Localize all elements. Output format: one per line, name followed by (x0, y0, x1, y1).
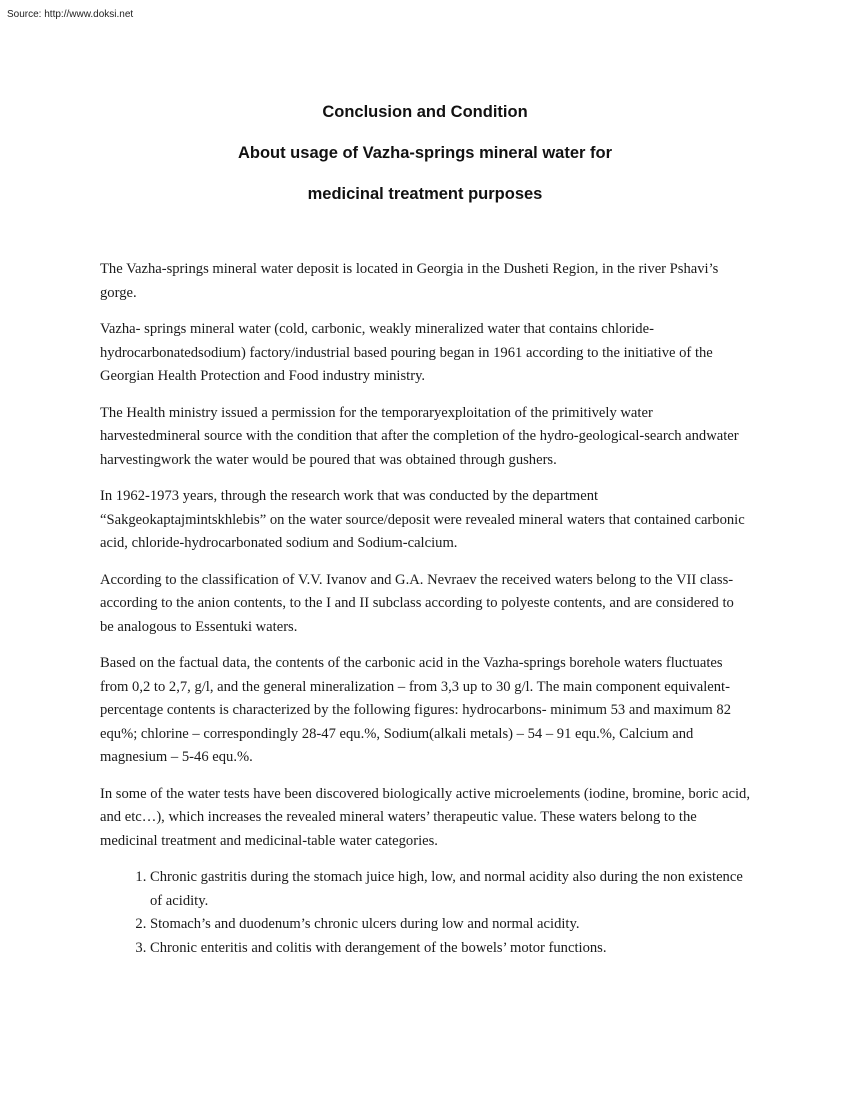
paragraph-permission: The Health ministry issued a permission for the temporaryexploitation of the primitively water harvestedmineral source with the condition that after the completion of the hydro-geological-search andwater harvestingwork the water would be poured that was obtained through gushers. (100, 404, 739, 468)
title-line-3: medicinal treatment purposes (307, 185, 543, 203)
paragraph-composition: Based on the factual data, the contents of the carbonic acid in the Vazha-springs borehole waters fluctuates from 0,2 to 2,7, g/l, and the general mineralization – from 3,3 up to 30 g/l. The main component equivalent-percentage contents is characterized by the following figures: hydrocarbons- minimum 53 and maximum 82 equ%; chlorine – correspondingly 28-47 equ.%, Sodium(alkali metals) – 54 – 91 equ.%, Calcium and magnesium – 5-46 equ.%. (100, 655, 731, 765)
paragraph-classification: According to the classification of V.V. Ivanov and G.A. Nevraev the received waters belong to the VII class- according to the anion contents, to the I and II subclass according to polyeste contents, and are considered to be analogous to Essentuki waters. (100, 571, 734, 635)
paragraph-microelements: In some of the water tests have been discovered biologically active microelements (iodine, bromine, boric acid, and etc…), which increases the revealed mineral waters’ therapeutic value. These waters belong to the medicinal treatment and medicinal-table water categories. (100, 785, 751, 849)
title-line-2: About usage of Vazha-springs mineral water for (237, 144, 613, 162)
source-line: Source: http://www.doksi.net (7, 9, 134, 20)
list-item: 3. Chronic enteritis and colitis with derangement of the bowels’ motor functions. (150, 937, 750, 961)
list-item: 1. Chronic gastritis during the stomach juice high, low, and normal acidity also during the non existence of acidity. (150, 866, 750, 913)
paragraph-location: The Vazha-springs mineral water deposit is located in Georgia in the Dusheti Region, in the river Pshavi’s gorge. (100, 261, 719, 301)
document-body (100, 258, 750, 960)
paragraph-research: In 1962-1973 years, through the research work that was conducted by the department “Sakgeokaptajmintskhlebis” on the water source/deposit were revealed mineral waters that contained carbonic acid, chloride-hydrocarbonated sodium and Sodium-calcium. (100, 488, 745, 551)
title-line-1: Conclusion and Condition (322, 103, 528, 121)
paragraph-history: Vazha- springs mineral water (cold, carbonic, weakly mineralized water that contains chloride-hydrocarbonatedsodium) factory/industrial based pouring began in 1961 according to the initiative of the Georgian Health Protection and Food industry ministry. (100, 321, 713, 384)
indications-list (100, 866, 750, 960)
list-item: 2. Stomach’s and duodenum’s chronic ulcers during low and normal acidity. (150, 913, 750, 937)
document-title (0, 100, 850, 223)
